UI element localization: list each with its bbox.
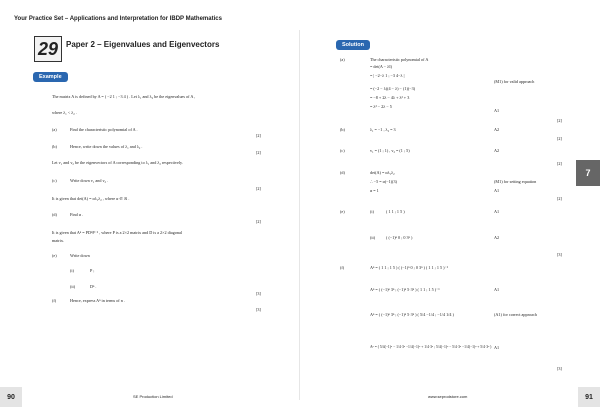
sol-d-line: α = 1 bbox=[370, 188, 379, 193]
right-page-number: 91 bbox=[578, 387, 600, 407]
part-d-label: (d) bbox=[52, 212, 57, 217]
sol-ei-text: ( 1 1 ; 1 5 ) bbox=[386, 209, 405, 214]
sol-ei-note: A1 bbox=[494, 209, 500, 214]
sol-a-a1: A1 bbox=[494, 108, 500, 113]
sol-d-line: ∴ −5 = α(−1)(3) bbox=[370, 179, 397, 184]
part-a-text: Find the characteristic polynomial of A . bbox=[70, 127, 138, 132]
sol-a-line: = −8 + 2λ − 4λ + λ² + 3 bbox=[370, 95, 410, 100]
question-intro-line1: The matrix A is defined by A = ( −2 1 ; −3 4 ) . Let λ₁ and λ₂ be the eigenvalues of A , bbox=[52, 94, 196, 99]
sol-ei-label: (i) bbox=[370, 209, 374, 214]
part-b-label: (b) bbox=[52, 144, 57, 149]
sol-c-label: (c) bbox=[340, 148, 345, 153]
part-b-text: Hence, write down the values of λ₁ and λ₂ . bbox=[70, 144, 143, 149]
sol-e-marks: [3] bbox=[557, 252, 562, 257]
sol-f-a1b: A1 bbox=[494, 345, 500, 350]
part-e-intro-line1: It is given that Aⁿ = PDⁿP⁻¹ , where P is a 2×2 matrix and D is a 2×2 diagonal bbox=[52, 230, 183, 235]
part-f-label: (f) bbox=[52, 298, 57, 303]
sol-d-line: det(A) = αλ₁λ₂ bbox=[370, 170, 395, 175]
part-e-label: (e) bbox=[52, 253, 57, 258]
sol-a-line: = λ² − 2λ − 5 bbox=[370, 104, 392, 109]
sol-c-text: v₁ = (1 ; 1) , v₂ = (1 ; 5) bbox=[370, 148, 410, 153]
sol-f-line: Aⁿ = ( 1 1 ; 1 5 ) ( (−1)ⁿ 0 ; 0 3ⁿ ) ( 1 1 ; 1 5 )⁻¹ bbox=[370, 265, 448, 270]
part-a-marks: [2] bbox=[256, 133, 261, 138]
sol-d-note: (M1) for setting equation bbox=[494, 179, 537, 184]
part-c-text: Write down v₁ and v₂ . bbox=[70, 178, 109, 183]
sol-e-label: (e) bbox=[340, 209, 345, 214]
publisher: SE Production Limited bbox=[133, 394, 173, 399]
sol-a-note: (M1) for valid approach bbox=[494, 79, 535, 84]
sol-f-label: (f) bbox=[340, 265, 345, 270]
page-gutter bbox=[299, 30, 300, 400]
part-d-text: Find α . bbox=[70, 212, 84, 217]
sol-f-marks: [3] bbox=[557, 366, 562, 371]
part-ei-text: P ; bbox=[90, 268, 95, 273]
sol-d-a1: A1 bbox=[494, 188, 500, 193]
part-b-marks: [2] bbox=[256, 150, 261, 155]
sol-f-line: Aⁿ = ( (−1)ⁿ 3ⁿ ; (−1)ⁿ 5·3ⁿ ) ( 1 1 ; 1 5 )⁻¹ bbox=[370, 287, 440, 292]
part-d-intro: It is given that det(A) = αλ₁λ₂ , where α ∈ ℝ . bbox=[52, 196, 130, 201]
solution-label: Solution bbox=[336, 40, 370, 50]
sol-eii-note: A2 bbox=[494, 235, 500, 240]
question-intro-line2: where λ₁ < λ₂ . bbox=[52, 110, 77, 115]
sol-b-marks: [2] bbox=[557, 136, 562, 141]
chapter-tab: 7 bbox=[576, 160, 600, 186]
sol-b-label: (b) bbox=[340, 127, 345, 132]
example-label: Example bbox=[33, 72, 68, 82]
part-f-text: Hence, express Aⁿ in terms of n . bbox=[70, 298, 125, 303]
book-title: Your Practice Set – Applications and Interpretation for IBDP Mathematics bbox=[14, 16, 222, 22]
part-ei-label: (i) bbox=[70, 268, 74, 273]
sol-a-line: The characteristic polynomial of A bbox=[370, 57, 429, 62]
left-page-number: 90 bbox=[0, 387, 22, 407]
part-d-marks: [2] bbox=[256, 219, 261, 224]
sol-d-label: (d) bbox=[340, 170, 345, 175]
part-c-label: (c) bbox=[52, 178, 57, 183]
part-e-text: Write down bbox=[70, 253, 90, 258]
sol-f-line: Aⁿ = ( 5/4(−1)ⁿ − 1/4·3ⁿ −1/4(−1)ⁿ + 1/4·3ⁿ ; 5/4(−1)ⁿ − 5/4·3ⁿ −1/4(−1)ⁿ + 5/4·3ⁿ ) bbox=[370, 345, 492, 349]
sol-f-a1: A1 bbox=[494, 287, 500, 292]
sol-eii-label: (ii) bbox=[370, 235, 376, 240]
part-e-intro-line2: matrix. bbox=[52, 238, 64, 243]
part-e-marks: [3] bbox=[256, 291, 261, 296]
sol-a-label: (a) bbox=[340, 57, 345, 62]
sol-b-text: λ₁ = −1 , λ₂ = 3 bbox=[370, 127, 396, 132]
sol-c-marks: [2] bbox=[557, 161, 562, 166]
part-c-marks: [2] bbox=[256, 186, 261, 191]
sol-d-marks: [2] bbox=[557, 196, 562, 201]
part-eii-text: Dⁿ . bbox=[90, 284, 97, 289]
sol-a-line: = | −2−λ 1 ; −3 4−λ | bbox=[370, 73, 405, 78]
part-eii-label: (ii) bbox=[70, 284, 76, 289]
set-title: Paper 2 – Eigenvalues and Eigenvectors bbox=[66, 40, 220, 49]
sol-f-note: (A1) for correct approach bbox=[494, 312, 537, 317]
part-f-marks: [3] bbox=[256, 307, 261, 312]
part-a-label: (a) bbox=[52, 127, 57, 132]
sol-c-note: A2 bbox=[494, 148, 500, 153]
set-number: 29 bbox=[34, 36, 62, 62]
sol-a-marks: [2] bbox=[557, 118, 562, 123]
part-c-intro: Let v₁ and v₂ be the eigenvectors of A corresponding to λ₁ and λ₂ respectively. bbox=[52, 160, 183, 165]
sol-a-line: = det(A − λI) bbox=[370, 64, 392, 69]
sol-b-note: A2 bbox=[494, 127, 500, 132]
website: www.seprodstore.com bbox=[428, 394, 468, 399]
sol-eii-text: ( (−1)ⁿ 0 ; 0 3ⁿ ) bbox=[386, 235, 413, 240]
sol-f-line: Aⁿ = ( (−1)ⁿ 3ⁿ ; (−1)ⁿ 5·3ⁿ ) ( 5/4 −1/4 ; −1/4 1/4 ) bbox=[370, 312, 454, 317]
sol-a-line: = (−2 − λ)(4 − λ) − (1)(−3) bbox=[370, 86, 416, 91]
